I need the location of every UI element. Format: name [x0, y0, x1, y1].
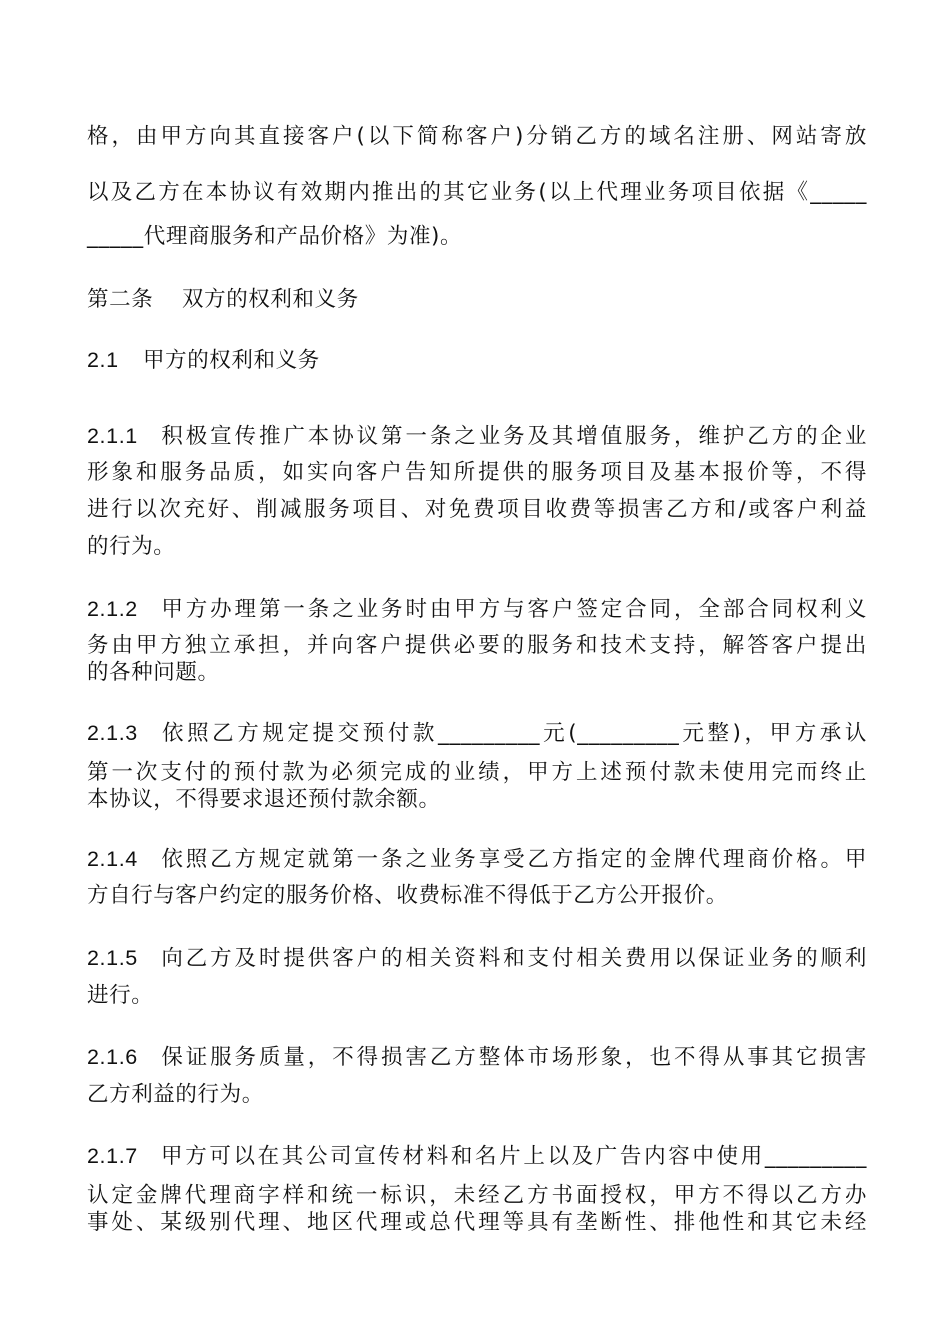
clause-text: 依照乙方规定就第一条之业务享受乙方指定的金牌代理商价格。甲: [159, 847, 867, 872]
clause-text: 保证服务质量，不得损害乙方整体市场形象，也不得从事其它损害: [159, 1045, 867, 1070]
clause-2-1-3-line-2: 第一次支付的预付款为必须完成的业绩，甲方上述预付款未使用完而终止: [87, 760, 867, 785]
section-2-1-title: 甲方的权利和义务: [143, 348, 320, 373]
clause-text: 向乙方及时提供客户的相关资料和支付相关费用以保证业务的顺利: [159, 946, 867, 971]
clause-2-1-7-line-3: 事处、某级别代理、地区代理或总代理等具有垄断性、排他性和其它未经: [87, 1210, 867, 1235]
clause-text: 甲方可以在其公司宣传材料和名片上以及广告内容中使用_________: [159, 1144, 867, 1169]
clause-2-1-4-line-1: [87, 844, 867, 875]
clause-number: 2.1.2: [87, 597, 138, 621]
clause-2-1-1-line-3: 进行以次充好、削减服务项目、对免费项目收费等损害乙方和/或客户利益: [87, 497, 867, 522]
clause-2-1-1-line-4: 的行为。: [87, 534, 176, 559]
clause-2-1-2-line-3: 的各种问题。: [87, 660, 220, 685]
intro-line-1: 格，由甲方向其直接客户(以下简称客户)分销乙方的域名注册、网站寄放: [87, 124, 867, 149]
section-2-1-heading: [87, 345, 867, 376]
intro-line-3: _____代理商服务和产品价格》为准)。: [87, 224, 463, 249]
clause-number: 2.1.1: [87, 424, 138, 448]
clause-2-1-6-line-1: [87, 1042, 867, 1073]
article-2-number: 第二条: [87, 287, 154, 312]
clause-text: 积极宣传推广本协议第一条之业务及其增值服务，维护乙方的企业: [159, 424, 867, 449]
clause-2-1-7-line-1: [87, 1141, 867, 1172]
clause-2-1-5-line-2: 进行。: [87, 983, 154, 1008]
clause-2-1-4-line-2: 方自行与客户约定的服务价格、收费标准不得低于乙方公开报价。: [87, 883, 728, 908]
clause-2-1-2-line-1: [87, 594, 867, 625]
clause-text: 依照乙方规定提交预付款_________元(_________元整)，甲方承认: [159, 721, 867, 746]
article-2-heading: [87, 285, 867, 315]
clause-2-1-1-line-1: [87, 421, 867, 452]
clause-2-1-6-line-2: 乙方利益的行为。: [87, 1082, 264, 1107]
intro-line-2: 以及乙方在本协议有效期内推出的其它业务(以上代理业务项目依据《_____: [87, 180, 867, 205]
clause-number: 2.1.5: [87, 946, 138, 970]
clause-number: 2.1.7: [87, 1144, 138, 1168]
section-2-1-number: 2.1: [87, 348, 119, 372]
clause-number: 2.1.6: [87, 1045, 138, 1069]
clause-number: 2.1.4: [87, 847, 138, 871]
clause-2-1-3-line-1: [87, 718, 867, 749]
clause-2-1-5-line-1: [87, 943, 867, 974]
clause-2-1-7-line-2: 认定金牌代理商字样和统一标识，未经乙方书面授权，甲方不得以乙方办: [87, 1183, 867, 1208]
article-2-title: 双方的权利和义务: [182, 287, 359, 312]
clause-2-1-2-line-2: 务由甲方独立承担，并向客户提供必要的服务和技术支持，解答客户提出: [87, 633, 867, 658]
clause-text: 甲方办理第一条之业务时由甲方与客户签定合同，全部合同权利义: [159, 597, 867, 622]
clause-2-1-3-line-3: 本协议，不得要求退还预付款余额。: [87, 787, 441, 812]
clause-2-1-1-line-2: 形象和服务品质，如实向客户告知所提供的服务项目及基本报价等，不得: [87, 460, 867, 485]
clause-number: 2.1.3: [87, 721, 138, 745]
